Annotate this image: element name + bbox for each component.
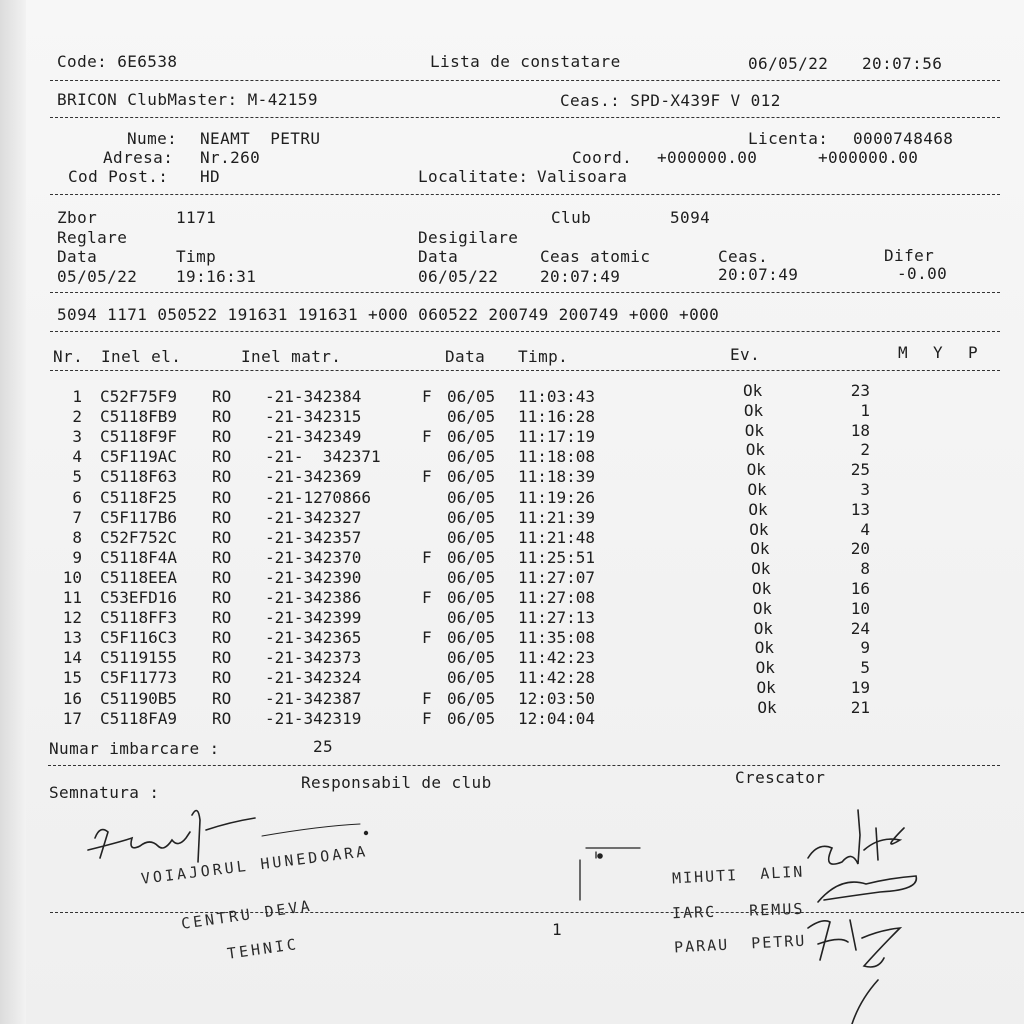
club-number: 5094 [670, 208, 711, 227]
country-code: RO [212, 688, 232, 708]
col-nr: Nr. [53, 347, 84, 366]
event-status: Ok [757, 697, 777, 717]
m-value: 5 [860, 658, 870, 678]
arrival-time: 11:25:51 [518, 547, 596, 567]
m-value: 13 [850, 499, 870, 519]
inel-el: C5118F9F [100, 427, 178, 447]
handwritten-name-1: MIHUTI ALIN [671, 862, 805, 888]
inel-matr: -21- 342371 [265, 447, 381, 467]
data-label: Data [57, 247, 98, 266]
print-date: 06/05/22 [748, 54, 829, 73]
postcode: HD [200, 167, 221, 186]
row-number: 17 [62, 708, 82, 728]
event-status: Ok [750, 539, 770, 559]
imbarcare-label: Numar imbarcare : [49, 739, 220, 758]
page-number: 1 [552, 920, 563, 939]
arrival-date: 06/05 [447, 527, 496, 547]
arrival-date: 06/05 [447, 567, 496, 587]
arrival-date: 06/05 [447, 407, 496, 427]
license-label: Licenta: [748, 129, 829, 148]
arrival-date: 06/05 [447, 668, 496, 688]
m-value: 24 [850, 618, 870, 638]
event-status: Ok [743, 381, 763, 400]
arrival-date: 06/05 [447, 708, 496, 728]
flag: F [422, 628, 432, 648]
inel-matr: -21-342349 [265, 427, 362, 447]
arrival-time: 11:21:48 [518, 527, 596, 547]
stamp-line-3: TEHNIC [226, 934, 300, 963]
country-code: RO [212, 387, 232, 406]
m-value: 25 [850, 460, 870, 480]
semnatura-label: Semnatura : [49, 783, 160, 802]
arrival-date: 06/05 [447, 487, 496, 507]
club-label: Club [551, 208, 592, 227]
arrival-time: 12:04:04 [518, 708, 596, 728]
m-value: 1 [860, 400, 870, 420]
inel-matr: -21-342387 [265, 688, 362, 708]
arrival-date: 06/05 [447, 447, 496, 467]
flag: F [422, 708, 432, 728]
arrival-date: 06/05 [447, 628, 496, 648]
country-code: RO [212, 527, 232, 547]
handwritten-name-3: PARAU PETRU [673, 931, 807, 957]
difer-value: -0.00 [897, 264, 948, 283]
m-value: 19 [850, 678, 870, 697]
data-label: Data [418, 247, 459, 266]
country-code: RO [212, 487, 232, 507]
event-status: Ok [755, 658, 775, 678]
row-number: 14 [62, 648, 82, 668]
country-code: RO [212, 588, 232, 607]
m-value: 16 [850, 579, 870, 598]
code-label: Code: 6E6538 [57, 52, 178, 71]
col-ev: Ev. [730, 345, 761, 364]
arrival-date: 06/05 [447, 467, 496, 487]
event-status: Ok [746, 460, 766, 480]
arrival-date: 06/05 [447, 688, 496, 708]
col-p: P [968, 343, 979, 362]
col-y: Y [933, 343, 944, 362]
row-number: 9 [72, 547, 82, 567]
imbarcare-count: 25 [313, 737, 334, 756]
country-code: RO [212, 407, 232, 427]
event-status: Ok [745, 440, 765, 460]
ceas-atomic-label: Ceas atomic [540, 247, 651, 266]
locality-label: Localitate: [418, 167, 529, 186]
flag: F [422, 588, 432, 607]
inel-el: C5F119AC [100, 447, 178, 467]
inel-matr: -21-342357 [265, 527, 362, 547]
m-value: 20 [850, 539, 870, 559]
row-number: 12 [62, 608, 82, 628]
crescator-label: Crescator [735, 768, 826, 787]
inel-el: C5118EEA [100, 567, 178, 587]
arrival-time: 11:03:43 [518, 387, 596, 406]
row-number: 1 [72, 387, 82, 406]
event-status: Ok [747, 480, 767, 499]
arrival-date: 06/05 [447, 648, 496, 668]
country-code: RO [212, 628, 232, 648]
inel-matr: -21-342399 [265, 608, 362, 628]
flag: F [422, 387, 432, 406]
club-signature [88, 811, 255, 862]
arrival-time: 11:35:08 [518, 628, 596, 648]
inel-matr: -21-1270866 [265, 487, 371, 507]
name-label: Nume: [127, 129, 178, 148]
row-number: 7 [72, 507, 82, 527]
arrival-time: 11:42:23 [518, 648, 596, 668]
owner-address: Nr.260 [200, 148, 261, 167]
row-number: 15 [62, 668, 82, 688]
col-m: M [898, 343, 909, 362]
row-number: 6 [72, 487, 82, 507]
inel-el: C5118FF3 [100, 608, 178, 628]
arrival-date: 06/05 [447, 608, 496, 628]
inel-el: C53EFD16 [100, 588, 178, 607]
inel-matr: -21-342369 [265, 467, 362, 487]
zbor-label: Zbor [57, 208, 98, 227]
inel-matr: -21-342315 [265, 407, 362, 427]
country-code: RO [212, 608, 232, 628]
event-status: Ok [752, 579, 772, 598]
event-status: Ok [756, 678, 776, 697]
arrival-date: 06/05 [447, 588, 496, 607]
event-status: Ok [748, 499, 768, 519]
inel-el: C5118FA9 [100, 708, 178, 728]
country-code: RO [212, 467, 232, 487]
clock-time: 20:07:49 [718, 265, 799, 284]
ceas-label: Ceas. [718, 247, 769, 266]
reglare-label: Reglare [57, 228, 128, 247]
row-number: 5 [72, 467, 82, 487]
arrival-time: 11:19:26 [518, 487, 596, 507]
print-time: 20:07:56 [862, 54, 943, 73]
coord-label: Coord. [572, 148, 633, 167]
country-code: RO [212, 427, 232, 447]
arrival-date: 06/05 [447, 547, 496, 567]
flag: F [422, 467, 432, 487]
zbor-number: 1171 [176, 208, 217, 227]
m-value: 23 [850, 381, 870, 400]
code-line: 5094 1171 050522 191631 191631 +000 060522 200749 200749 +000 +000 [57, 305, 720, 324]
row-number: 16 [62, 688, 82, 708]
arrival-time: 12:03:50 [518, 688, 596, 708]
inel-matr: -21-342384 [265, 387, 362, 406]
row-number: 8 [72, 527, 82, 547]
breeder-signature-1 [808, 810, 904, 864]
arrival-date: 06/05 [447, 507, 496, 527]
flag: F [422, 547, 432, 567]
col-inel-el: Inel el. [101, 347, 182, 366]
event-status: Ok [744, 420, 765, 440]
address-label: Adresa: [103, 148, 174, 167]
m-value: 18 [850, 420, 870, 440]
arrival-date: 06/05 [447, 387, 496, 406]
inel-el: C5118F4A [100, 547, 178, 567]
m-value: 8 [860, 559, 870, 579]
inel-matr: -21-342327 [265, 507, 362, 527]
inel-matr: -21-342324 [265, 668, 362, 688]
inel-matr: -21-342390 [265, 567, 362, 587]
event-status: Ok [743, 400, 764, 420]
inel-el: C5F116C3 [100, 628, 178, 648]
m-value: 4 [860, 519, 870, 539]
event-status: Ok [749, 519, 769, 539]
arrival-time: 11:27:07 [518, 567, 596, 587]
clock-id: Ceas.: SPD-X439F V 012 [560, 91, 781, 110]
locality: Valisoara [537, 167, 628, 186]
inel-el: C5118FB9 [100, 407, 178, 427]
arrival-time: 11:27:08 [518, 588, 596, 607]
m-value: 10 [850, 598, 870, 618]
breeder-signature-2 [818, 876, 916, 902]
arrival-date: 06/05 [447, 427, 496, 447]
breeder-signature-3 [808, 920, 900, 1024]
inel-el: C52F75F9 [100, 387, 178, 406]
inel-matr: -21-342370 [265, 547, 362, 567]
arrival-time: 11:27:13 [518, 608, 596, 628]
license-number: 0000748468 [853, 129, 954, 148]
country-code: RO [212, 567, 232, 587]
arrival-time: 11:18:08 [518, 447, 596, 467]
country-code: RO [212, 668, 232, 688]
difer-label: Difer [884, 246, 935, 265]
event-status: Ok [753, 618, 774, 638]
country-code: RO [212, 708, 232, 728]
arrival-time: 11:16:28 [518, 407, 596, 427]
coord-y: +000000.00 [818, 148, 919, 167]
stamp-line-1: VOIAJORUL HUNEDOARA [140, 842, 370, 888]
inel-matr: -21-342386 [265, 588, 362, 607]
row-number: 13 [62, 628, 82, 648]
event-status: Ok [752, 598, 773, 618]
m-value: 2 [860, 440, 870, 460]
inel-el: C5F11773 [100, 668, 178, 688]
arrival-time: 11:42:28 [518, 668, 596, 688]
inel-el: C5118F63 [100, 467, 178, 487]
row-number: 10 [62, 567, 82, 587]
atomic-time: 20:07:49 [540, 267, 621, 286]
arrival-time: 11:21:39 [518, 507, 596, 527]
clubmaster-id: BRICON ClubMaster: M-42159 [57, 90, 318, 109]
arrival-time: 11:18:39 [518, 467, 596, 487]
inel-matr: -21-342373 [265, 648, 362, 668]
row-number: 11 [62, 588, 82, 607]
country-code: RO [212, 447, 232, 467]
reglare-date: 05/05/22 [57, 267, 138, 286]
inel-matr: -21-342319 [265, 708, 362, 728]
inel-el: C5119155 [100, 648, 178, 668]
country-code: RO [212, 507, 232, 527]
handwritten-name-2: IARC REMUS [671, 899, 805, 923]
inel-el: C5F117B6 [100, 507, 178, 527]
coord-x: +000000.00 [657, 148, 758, 167]
event-status: Ok [751, 559, 771, 579]
desigilare-date: 06/05/22 [418, 267, 499, 286]
flag: F [422, 427, 432, 447]
inel-el: C5118F25 [100, 487, 178, 507]
m-value: 9 [860, 638, 870, 658]
country-code: RO [212, 648, 232, 668]
postcode-label: Cod Post.: [68, 167, 169, 186]
col-timp: Timp. [518, 347, 569, 366]
timp-label: Timp [176, 247, 217, 266]
m-value: 3 [860, 480, 870, 499]
inel-matr: -21-342365 [265, 628, 362, 648]
stamp-line-2: CENTRU DEVA [180, 896, 314, 933]
event-status: Ok [754, 638, 774, 658]
inel-el: C51190B5 [100, 688, 178, 708]
inel-el: C52F752C [100, 527, 178, 547]
owner-name: NEAMT PETRU [200, 129, 321, 148]
flag: F [422, 688, 432, 708]
arrival-time: 11:17:19 [518, 427, 596, 447]
document-title: Lista de constatare [430, 52, 621, 71]
m-value: 21 [850, 697, 870, 717]
responsabil-label: Responsabil de club [301, 773, 492, 792]
col-data: Data [445, 347, 486, 366]
desigilare-label: Desigilare [418, 228, 519, 247]
row-number: 4 [72, 447, 82, 467]
reglare-time: 19:16:31 [176, 267, 257, 286]
row-number: 3 [72, 427, 82, 447]
row-number: 2 [72, 407, 82, 427]
country-code: RO [212, 547, 232, 567]
col-inel-matr: Inel matr. [241, 347, 342, 366]
